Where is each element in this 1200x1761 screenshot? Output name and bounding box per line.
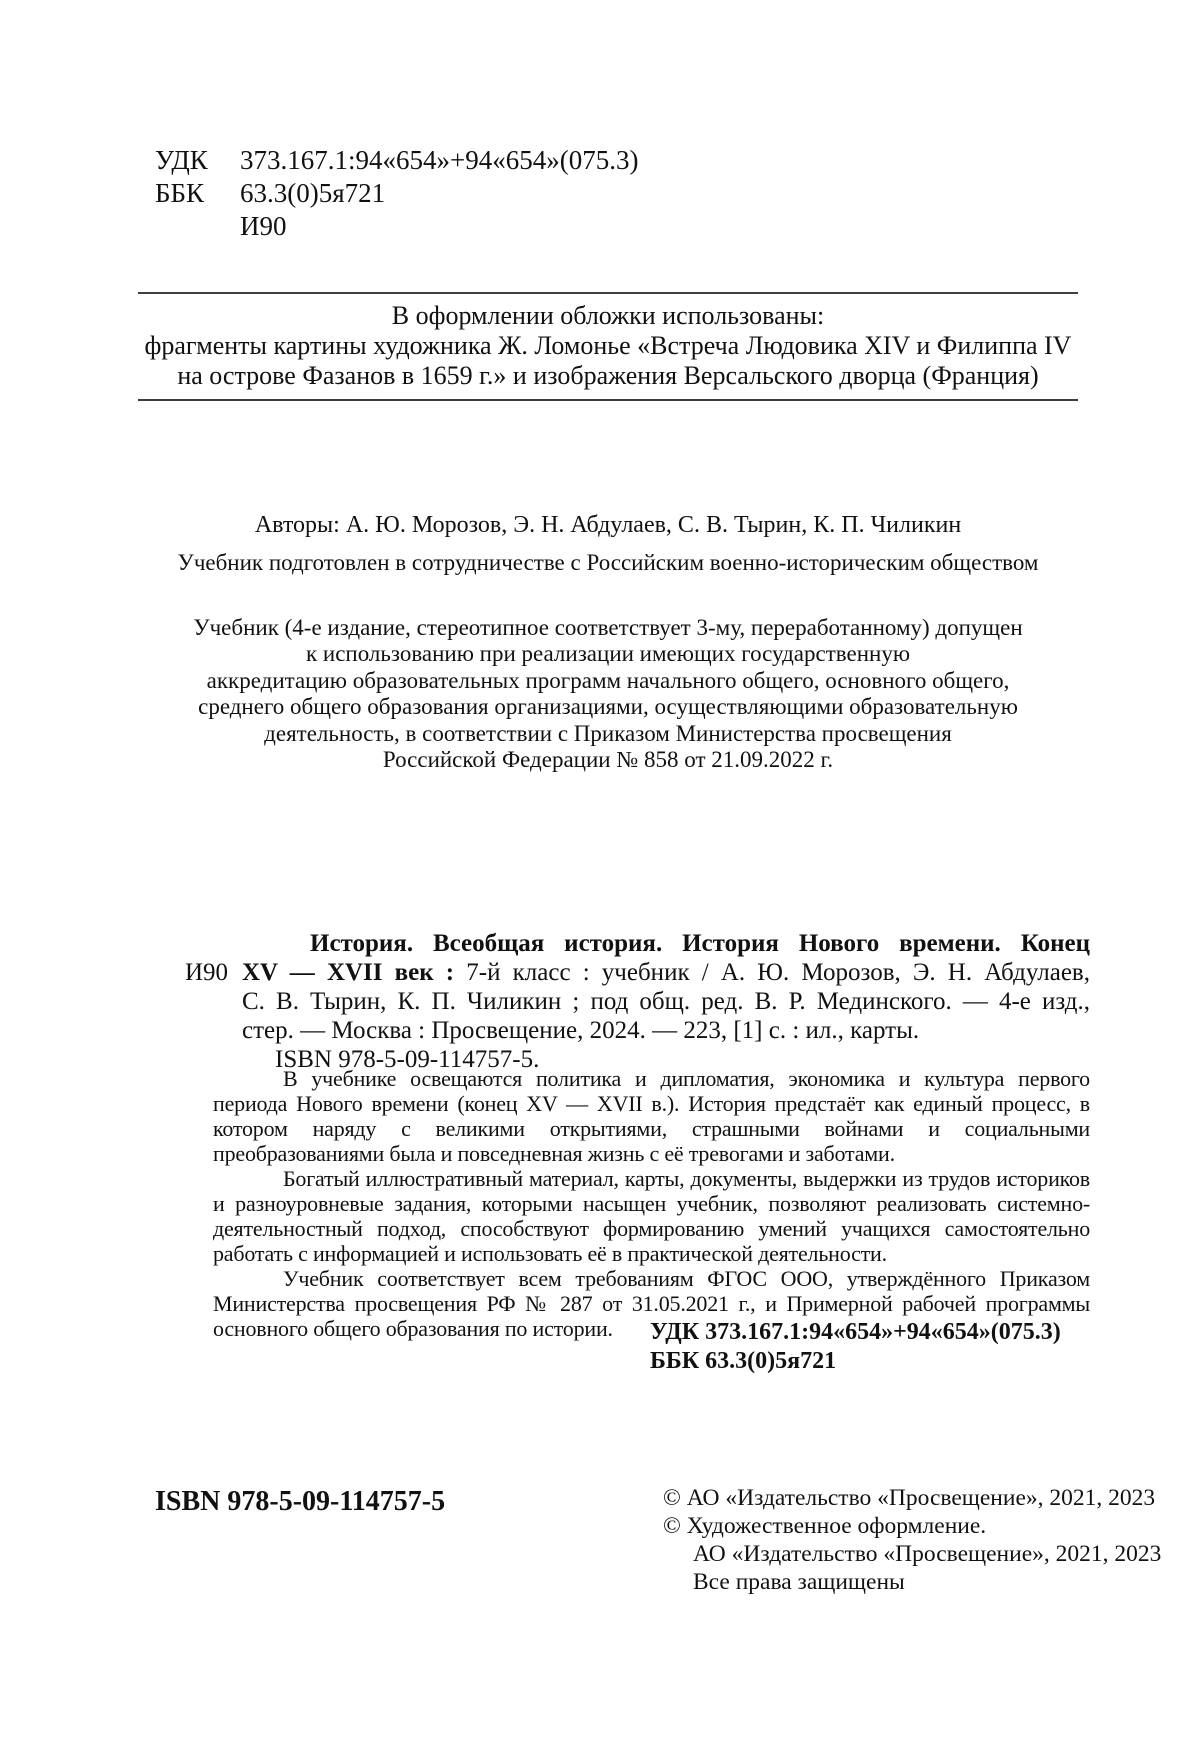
divider-rule-bottom — [138, 399, 1078, 401]
copyright-block — [663, 1484, 1161, 1596]
bbk-label: ББК — [155, 178, 205, 208]
annotation-paragraph-2: Богатый иллюстративный материал, карты, документы, выдержки из трудов историков и разноуровневые задания, которыми насыщен учебник, позволяют реализовать системно-деятельностный подход, способствуют формированию умений учащихся самостоятельно работать с информацией и использовать её в практической деятельности. — [213, 1166, 1090, 1266]
copyright-line: Все права защищены — [693, 1569, 905, 1595]
approval-line: аккредитацию образовательных программ начального общего, основного общего, — [206, 667, 1010, 693]
catalog-entry — [185, 930, 1090, 1075]
copyright-line: © АО «Издательство «Просвещение», 2021, 2023 — [663, 1485, 1156, 1511]
divider-rule-top — [138, 292, 1078, 294]
catalog-line-4: стер. — Москва : Просвещение, 2024. — 223, [1] с. : ил., карты. — [242, 1017, 920, 1044]
udk-row — [155, 144, 638, 177]
approval-line: Учебник (4-е издание, стереотипное соответствует 3-му, переработанному) допущен — [193, 615, 1023, 640]
udk-label: УДК — [155, 145, 208, 175]
udk-value: 373.167.1:94«654»+94«654»(075.3) — [240, 145, 639, 175]
cover-note-line-1: В оформлении обложки использованы: — [391, 301, 825, 330]
approval-line: к использованию при реализации имеющих государственную — [305, 641, 911, 667]
cover-note — [138, 301, 1078, 391]
approval-line: Российской Федерации № 858 от 21.09.2022 г. — [382, 747, 834, 773]
annotation-paragraph-3: Учебник соответствует всем требованиям ФГОС ООО, утверждённого Приказом Министерства просвещения РФ № 287 от 31.05.2021 г., и Примерной рабочей программы основного общего образования по истории. — [213, 1266, 1090, 1341]
top-codes-block — [155, 144, 638, 243]
bbk-value: 63.3(0)5я721 — [240, 178, 386, 208]
bottom-bbk: ББК 63.3(0)5я721 — [650, 1348, 837, 1374]
authors-line: Авторы: А. Ю. Морозов, Э. Н. Абдулаев, С. В. Тырин, К. П. Чиликин — [254, 512, 962, 538]
cooperation-line: Учебник подготовлен в сотрудничестве с Российским военно-историческим обществом — [177, 550, 1039, 575]
bottom-udk: УДК 373.167.1:94«654»+94«654»(075.3) — [650, 1319, 1061, 1345]
author-sign: И90 — [240, 211, 287, 241]
approval-paragraph — [138, 615, 1078, 773]
catalog-title-line-1 — [242, 930, 1090, 959]
catalog-isbn-line: ISBN 978-5-09-114757-5. — [275, 1046, 540, 1073]
catalog-line-3: С. В. Тырин, К. П. Чиликин ; под общ. ред. В. Р. Мединского. — 4-е изд., — [242, 988, 1090, 1015]
catalog-title-line-2 — [242, 959, 1090, 988]
annotation-block — [213, 1066, 1090, 1341]
copyright-line: © Художественное оформление. — [663, 1513, 987, 1539]
approval-line: деятельность, в соответствии с Приказом Министерства просвещения — [264, 720, 952, 746]
bbk-row — [155, 177, 638, 210]
cover-note-line-2: фрагменты картины художника Ж. Ломонье «Встреча Людовика XIV и Филиппа IV — [144, 331, 1072, 360]
author-sign-row — [155, 210, 638, 243]
copyright-line: АО «Издательство «Просвещение», 2021, 2023 — [693, 1541, 1162, 1567]
catalog-title-bold-1: История. Всеобщая история. История Нового времени. Конец — [310, 930, 1090, 957]
approval-line: среднего общего образования организациями, осуществляющими образовательную — [198, 694, 1018, 720]
cover-note-line-3: на острове Фазанов в 1659 г.» и изображения Версальского дворца (Франция) — [177, 361, 1039, 390]
catalog-author-sign: И90 — [185, 959, 229, 986]
bottom-codes-block — [650, 1318, 1061, 1376]
annotation-paragraph-1: В учебнике освещаются политика и дипломатия, экономика и культура первого периода Нового времени (конец XV — XVII в.). История предстаёт как единый процесс, в котором наряду с великими открытиями, страшными войнами и социальными преобразованиями была и повседневная жизнь с её тревогами и заботами. — [213, 1066, 1090, 1166]
catalog-title-bold-2: XV — XVII век : — [242, 959, 467, 986]
footer-isbn: ISBN 978-5-09-114757-5 — [155, 1486, 446, 1517]
catalog-line-2-rest: 7-й класс : учебник / А. Ю. Морозов, Э. Н. Абдулаев, — [466, 959, 1090, 986]
